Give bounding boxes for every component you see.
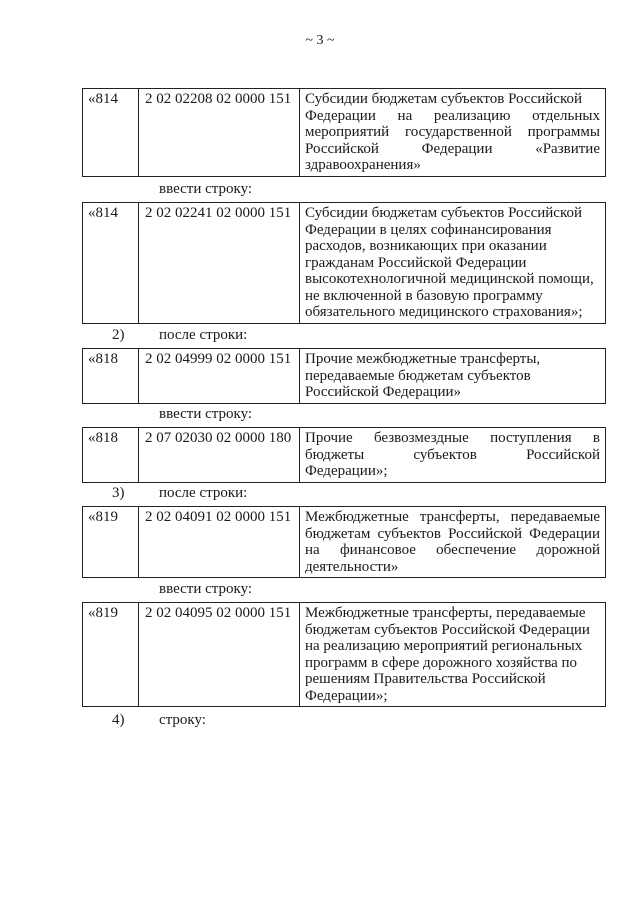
description-line: Российской Федерации» [305, 384, 462, 400]
description-line: расходов, возникающих при оказании [305, 238, 547, 254]
description-cell [300, 349, 606, 404]
description-line: бюджеты субъектов Российской [305, 446, 600, 463]
item-number-3: 3) [112, 485, 125, 501]
description-line: на реализацию мероприятий региональных [305, 638, 583, 654]
description-cell [300, 89, 606, 177]
description-cell [300, 507, 606, 578]
description-line: здравоохранения» [305, 157, 421, 173]
description-line: Федерации»; [305, 687, 388, 704]
description-line: Межбюджетные трансферты, передаваемые [305, 605, 586, 621]
description-line: программ в сфере дорожного хозяйства по [305, 654, 578, 671]
table-row-block-4 [82, 427, 606, 483]
caption-insert-row: ввести строку: [159, 406, 253, 422]
kbk-cell: 2 02 04091 02 0000 151 [139, 507, 300, 578]
kbk-cell: 2 07 02030 02 0000 180 [139, 428, 300, 483]
kbk-cell: 2 02 02208 02 0000 151 [139, 89, 300, 177]
kbk-cell: 2 02 02241 02 0000 151 [139, 203, 300, 324]
description-line: решениям Правительства Российской [305, 671, 546, 687]
caption-insert-row: ввести строку: [159, 181, 253, 197]
table-row-block-1 [82, 88, 606, 177]
description-line: передаваемые бюджетам субъектов [305, 367, 531, 384]
description-line: Федерации»; [305, 463, 388, 479]
description-line: Межбюджетные трансферты, передаваемые [305, 509, 600, 525]
caption-after-row: после строки: [159, 485, 248, 501]
description-line: бюджетам субъектов Российской Федерации [305, 621, 590, 638]
description-line: мероприятий государственной программы [305, 124, 600, 140]
caption-after-row: после строки: [159, 327, 248, 343]
code-cell: «819 [83, 603, 139, 707]
description-line: Федерации в целях софинансирования [305, 221, 552, 238]
description-line: Субсидии бюджетам субъектов Российской [305, 205, 582, 221]
description-cell [300, 603, 606, 707]
code-cell: «814 [83, 203, 139, 324]
caption-row: строку: [159, 712, 206, 728]
description-line: Прочие безвозмездные поступления в [305, 430, 600, 446]
description-line: высокотехнологичной медицинской помощи, [305, 271, 594, 287]
description-line: Субсидии бюджетам субъектов Российской [305, 91, 582, 107]
description-line: на финансовое обеспечение дорожной [305, 542, 600, 558]
item-number-4: 4) [112, 712, 125, 728]
table-row-block-3 [82, 348, 606, 404]
description-line: бюджетам субъектов Российской Федерации [305, 525, 600, 542]
caption-insert-row: ввести строку: [159, 581, 253, 597]
description-line: не включенной в базовую программу [305, 287, 543, 304]
description-line: Российской Федерации «Развитие [305, 140, 600, 157]
kbk-cell: 2 02 04999 02 0000 151 [139, 349, 300, 404]
code-cell: «818 [83, 349, 139, 404]
code-cell: «818 [83, 428, 139, 483]
description-line: деятельности» [305, 558, 399, 575]
code-cell: «819 [83, 507, 139, 578]
page-number: ~ 3 ~ [305, 33, 335, 48]
item-number-2: 2) [112, 327, 125, 343]
description-line: обязательного медицинского страхования»; [305, 304, 583, 320]
table-row-block-5 [82, 506, 606, 578]
description-line: Федерации на реализацию отдельных [305, 107, 600, 124]
table-row-block-6 [82, 602, 606, 707]
description-line: Прочие межбюджетные трансферты, [305, 351, 541, 367]
kbk-cell: 2 02 04095 02 0000 151 [139, 603, 300, 707]
description-line: гражданам Российской Федерации [305, 254, 527, 271]
code-cell: «814 [83, 89, 139, 177]
table-row-block-2 [82, 202, 606, 324]
description-cell [300, 203, 606, 324]
description-cell [300, 428, 606, 483]
